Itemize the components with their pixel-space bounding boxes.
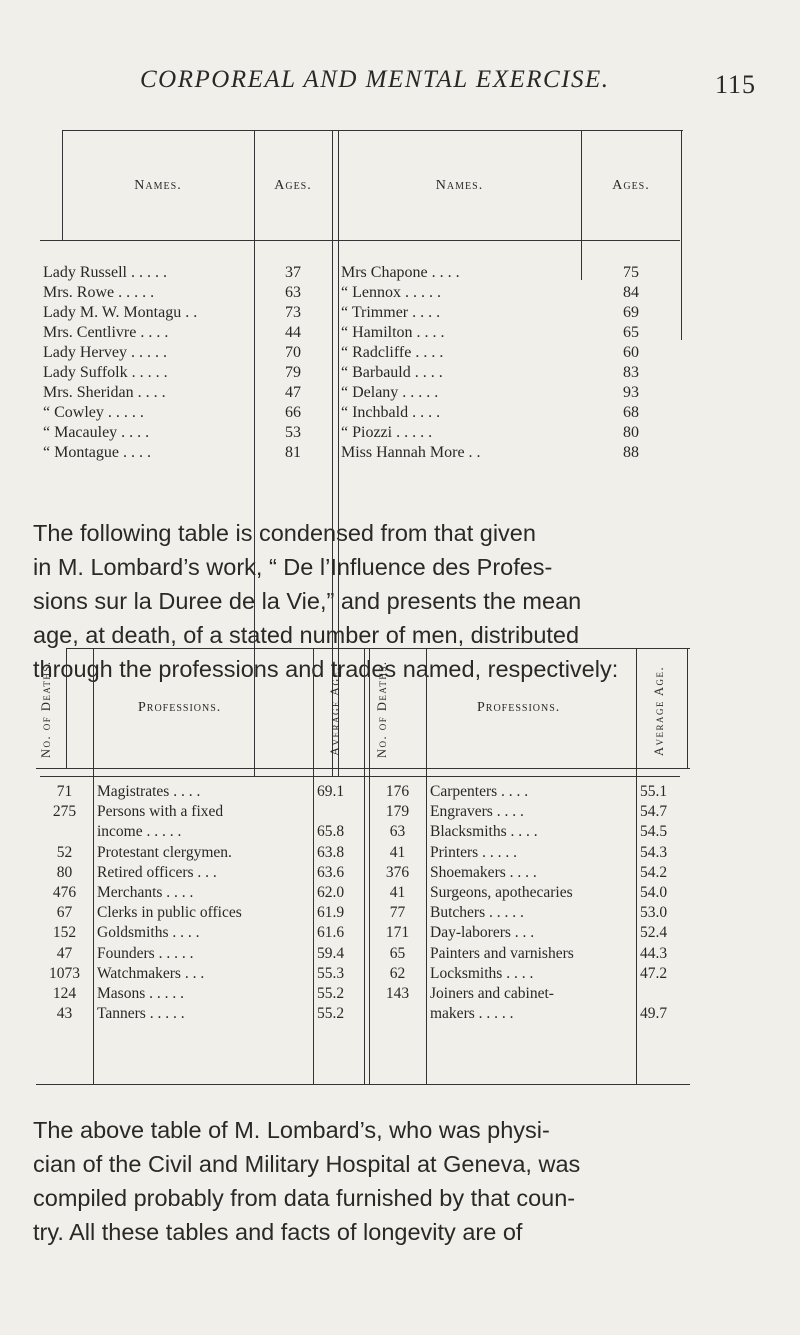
deaths-cell: 152 (52, 924, 77, 942)
name-cell: Lady M. W. Montagu . . (43, 304, 198, 321)
age-cell: 88 (623, 444, 639, 461)
average-age-cell: 65.8 (317, 823, 345, 841)
age-cell: 83 (623, 364, 639, 381)
age-cell: 81 (285, 444, 301, 461)
table-rule (66, 648, 690, 649)
profession-cell: Goldsmiths . . . . (97, 924, 200, 942)
deaths-cell: 52 (56, 843, 73, 861)
deaths-cell: 71 (56, 783, 73, 800)
column-header-ages: Ages. (612, 178, 650, 193)
average-age-cell: 59.4 (317, 944, 345, 962)
deaths-cell: 41 (389, 843, 406, 861)
name-cell: “ Montague . . . . (43, 444, 151, 461)
deaths-cell: 476 (52, 884, 77, 901)
average-age-cell: 54.7 (640, 803, 668, 821)
profession-cell: makers . . . . . (430, 1005, 514, 1023)
table-row (36, 924, 688, 944)
table-row (36, 945, 688, 965)
age-cell: 73 (285, 304, 301, 321)
table-row (40, 444, 682, 464)
table-divider (581, 130, 582, 280)
table-row (36, 884, 688, 904)
age-cell: 84 (623, 284, 639, 301)
professions-table (36, 648, 688, 1086)
table-row (40, 304, 682, 324)
deaths-cell: 43 (56, 1005, 73, 1023)
deaths-cell: 65 (389, 944, 406, 962)
name-cell: Lady Hervey . . . . . (43, 344, 167, 361)
age-cell: 79 (285, 364, 301, 381)
deaths-cell: 62 (389, 964, 406, 982)
deaths-cell: 176 (385, 783, 410, 800)
profession-cell: Blacksmiths . . . . (430, 823, 538, 841)
table-rule (40, 240, 680, 241)
average-age-cell: 54.0 (640, 884, 668, 901)
age-cell: 44 (285, 324, 301, 341)
profession-cell: Retired officers . . . (97, 863, 217, 881)
name-cell: Miss Hannah More . . (341, 444, 481, 461)
name-cell: Mrs. Sheridan . . . . (43, 384, 166, 401)
average-age-cell: 55.2 (317, 1005, 345, 1023)
table-row (40, 284, 682, 304)
running-title: CORPOREAL AND MENTAL EXERCISE. (140, 66, 610, 93)
table-row (36, 783, 688, 803)
name-cell: “ Barbauld . . . . (341, 364, 443, 381)
deaths-cell: 124 (52, 985, 77, 1002)
profession-cell: Day-laborers . . . (430, 924, 535, 942)
deaths-cell: 275 (52, 803, 77, 821)
text-line: cian of the Civil and Military Hospital at Geneva, was (33, 1151, 581, 1177)
table-row (40, 364, 682, 384)
name-cell: “ Cowley . . . . . (43, 404, 144, 421)
column-header-professions: Professions. (138, 700, 222, 715)
text-line: try. All these tables and facts of longevity are of (33, 1219, 523, 1245)
age-cell: 68 (623, 404, 639, 421)
profession-cell: Locksmiths . . . . (430, 964, 534, 982)
profession-cell: Persons with a fixed (97, 803, 224, 821)
profession-cell: Painters and varnishers (430, 944, 574, 962)
profession-cell: income . . . . . (97, 823, 182, 841)
age-cell: 75 (623, 264, 639, 281)
age-cell: 47 (285, 384, 301, 401)
profession-cell: Magistrates . . . . (97, 783, 201, 800)
profession-cell: Clerks in public offices (97, 904, 242, 922)
age-cell: 70 (285, 344, 301, 361)
average-age-cell: 44.3 (640, 944, 668, 962)
body-paragraph (33, 1113, 773, 1249)
name-cell: Mrs. Centlivre . . . . (43, 324, 169, 341)
profession-cell: Printers . . . . . (430, 843, 517, 861)
table-row (36, 904, 688, 924)
table-row (40, 264, 682, 284)
text-line: The above table of M. Lombard’s, who was physi- (33, 1117, 550, 1143)
deaths-cell: 143 (385, 985, 410, 1002)
name-cell: Lady Russell . . . . . (43, 264, 167, 281)
table-row (36, 803, 688, 823)
text-line: age, at death, of a stated number of men, distributed (33, 622, 580, 648)
average-age-cell: 47.2 (640, 964, 668, 982)
name-cell: “ Delany . . . . . (341, 384, 439, 401)
name-cell: “ Piozzi . . . . . (341, 424, 433, 441)
text-line: The following table is condensed from that given (33, 520, 536, 546)
deaths-cell: 47 (56, 944, 73, 962)
table-row (36, 823, 688, 843)
age-cell: 66 (285, 404, 301, 421)
table-row (36, 844, 688, 864)
column-header-names: Names. (435, 178, 484, 193)
column-header-average-age: Average Age. (328, 665, 342, 756)
profession-cell: Masons . . . . . (97, 985, 184, 1002)
profession-cell: Carpenters . . . . (430, 783, 529, 800)
name-cell: “ Hamilton . . . . (341, 324, 445, 341)
average-age-cell: 53.0 (640, 904, 668, 922)
column-header-average-age: Average Age. (652, 665, 666, 756)
average-age-cell: 55.3 (317, 964, 345, 982)
profession-cell: Protestant clergymen. (97, 843, 232, 861)
table-row (36, 1005, 688, 1025)
table-row (36, 985, 688, 1005)
average-age-cell: 55.2 (317, 985, 345, 1002)
profession-cell: Watchmakers . . . (97, 964, 205, 982)
age-cell: 65 (623, 324, 639, 341)
column-header-names: Names. (134, 178, 182, 193)
column-header-deaths: No. of Deaths. (375, 660, 389, 758)
table-row (36, 864, 688, 884)
name-cell: “ Inchbald . . . . (341, 404, 441, 421)
text-line: compiled probably from data furnished by that coun- (33, 1185, 576, 1211)
average-age-cell: 62.0 (317, 884, 345, 901)
name-cell: Lady Suffolk . . . . . (43, 364, 168, 381)
table-row (40, 424, 682, 444)
name-cell: “ Lennox . . . . . (341, 284, 441, 301)
name-cell: “ Macauley . . . . (43, 424, 150, 441)
average-age-cell: 52.4 (640, 924, 668, 942)
name-cell: Mrs Chapone . . . . (341, 264, 460, 281)
table-rule (36, 1084, 690, 1085)
average-age-cell: 54.2 (640, 863, 668, 881)
profession-cell: Joiners and cabinet- (430, 985, 554, 1002)
deaths-cell: 179 (385, 803, 410, 821)
average-age-cell: 61.6 (317, 924, 345, 942)
profession-cell: Founders . . . . . (97, 944, 194, 962)
table-rule (62, 130, 683, 131)
age-cell: 60 (623, 344, 639, 361)
deaths-cell: 171 (385, 924, 410, 942)
table-row (40, 384, 682, 404)
name-cell: “ Trimmer . . . . (341, 304, 441, 321)
column-header-ages: Ages. (274, 178, 312, 193)
profession-cell: Engravers . . . . (430, 803, 524, 821)
table-row (40, 404, 682, 424)
name-cell: Mrs. Rowe . . . . . (43, 284, 155, 301)
column-header-deaths: No. of Deaths. (39, 660, 53, 758)
deaths-cell: 80 (56, 863, 73, 881)
column-header-professions: Professions. (477, 700, 561, 715)
profession-cell: Surgeons, apothecaries (430, 884, 573, 901)
table-row (36, 965, 688, 985)
name-cell: “ Radcliffe . . . . (341, 344, 444, 361)
age-cell: 69 (623, 304, 639, 321)
table-rule (36, 768, 690, 769)
profession-cell: Merchants . . . . (97, 884, 194, 901)
average-age-cell: 63.6 (317, 863, 345, 881)
deaths-cell: 376 (385, 863, 410, 881)
age-cell: 53 (285, 424, 301, 441)
deaths-cell: 1073 (49, 964, 80, 982)
age-cell: 80 (623, 424, 639, 441)
profession-cell: Tanners . . . . . (97, 1005, 185, 1023)
deaths-cell: 41 (389, 884, 406, 901)
table-row (40, 324, 682, 344)
text-line: in M. Lombard’s work, “ De l’Influence des Profes- (33, 554, 553, 580)
average-age-cell: 49.7 (640, 1005, 668, 1023)
deaths-cell: 63 (389, 823, 406, 841)
average-age-cell: 69.1 (317, 783, 345, 800)
table-divider (687, 648, 688, 768)
page-number: 115 (714, 70, 756, 99)
age-cell: 93 (623, 384, 639, 401)
average-age-cell: 63.8 (317, 843, 345, 861)
text-line: sions sur la Duree de la Vie,” and presents the mean (33, 588, 582, 614)
profession-cell: Butchers . . . . . (430, 904, 524, 922)
table-row (40, 344, 682, 364)
running-head (140, 62, 760, 112)
deaths-cell: 67 (56, 904, 73, 922)
average-age-cell: 61.9 (317, 904, 345, 922)
age-cell: 37 (285, 264, 301, 281)
age-cell: 63 (285, 284, 301, 301)
average-age-cell: 54.5 (640, 823, 668, 841)
table-divider (66, 648, 67, 768)
deaths-cell: 77 (389, 904, 406, 922)
average-age-cell: 55.1 (640, 783, 668, 800)
average-age-cell: 54.3 (640, 843, 668, 861)
profession-cell: Shoemakers . . . . (430, 863, 537, 881)
text-line: through the professions and trades named, respectively: (33, 656, 619, 682)
